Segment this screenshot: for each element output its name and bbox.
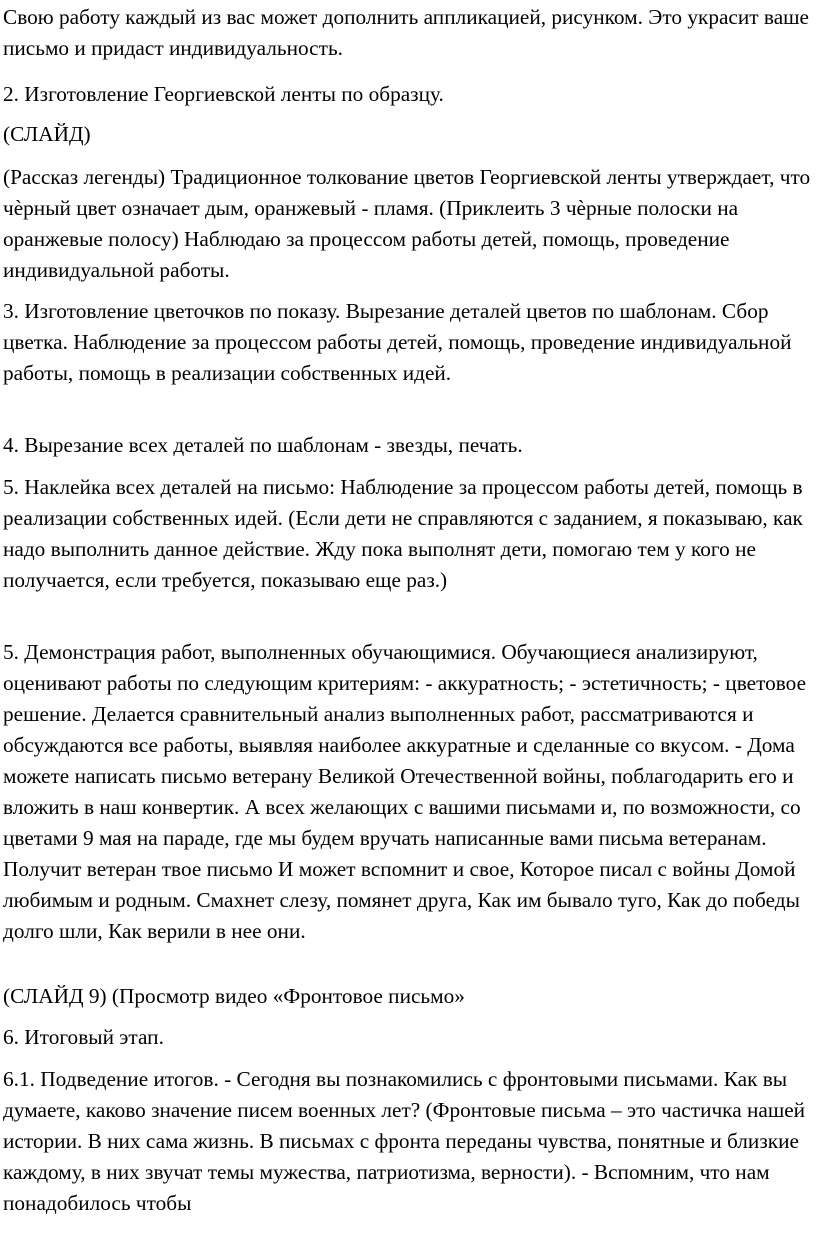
paragraph-step-4: 4. Вырезание всех деталей по шаблонам - звезды, печать.	[3, 433, 523, 457]
paragraph-step-3: 3. Изготовление цветочков по показу. Вырезание деталей цветов по шаблонам. Сбор цветка. Наблюдение за процессом работы детей, помощь, проведение индивидуальной работы, помощь в реализации собственных идей.	[3, 299, 792, 385]
paragraph-step-2: 2. Изготовление Георгиевской ленты по образцу.	[3, 82, 444, 106]
paragraph-slide-9: (СЛАЙД 9) (Просмотр видео «Фронтовое письмо»	[3, 984, 465, 1008]
paragraph-slide: (СЛАЙД)	[3, 122, 91, 146]
paragraph-step-5-gluing: 5. Наклейка всех деталей на письмо: Наблюдение за процессом работы детей, помощь в реализации собственных идей. (Если дети не справляются с заданием, я показываю, как надо выполнить данное действие. Жду пока выполнят дети, помогаю тем у кого не получается, если требуется, показываю еще раз.)	[3, 475, 803, 592]
paragraph-step-6-1: 6.1. Подведение итогов. - Сегодня вы познакомились с фронтовыми письмами. Как вы думаете, каково значение писем военных лет? (Фронтовые письма – это частичка нашей истории. В них сама жизнь. В письмах с фронта переданы чувства, понятные и близкие каждому, в них звучат темы мужества, патриотизма, верности). - Вспомним, что нам понадобилось чтобы	[3, 1067, 806, 1215]
paragraph-step-6: 6. Итоговый этап.	[3, 1025, 164, 1049]
paragraph-legend: (Рассказ легенды) Традиционное толкование цветов Георгиевской ленты утверждает, что чѐрный цвет означает дым, оранжевый - пламя. (Приклеить 3 чѐрные полоски на оранжевые полосу) Наблюдаю за процессом работы детей, помощь, проведение индивидуальной работы.	[3, 165, 811, 282]
paragraph-step-5-demonstration: 5. Демонстрация работ, выполненных обучающимися. Обучающиеся анализируют, оценивают работы по следующим критериям: - аккуратность; - эстетичность; - цветовое решение. Делается сравнительный анализ выполненных работ, рассматриваются и обсуждаются все работы, выявляя наиболее аккуратные и сделанные со вкусом. - Дома можете написать письмо ветерану Великой Отечественной войны, поблагодарить его и вложить в наш конвертик. А всех желающих с вашими письмами и, по возможности, со цветами 9 мая на параде, где мы будем вручать написанные вами письма ветеранам. Получит ветеран твое письмо И может вспомнит и свое, Которое писал с войны Домой любимым и родным. Смахнет слезу, помянет друга, Как им бывало туго, Как до победы долго шли, Как верили в нее они.	[3, 640, 807, 943]
paragraph-intro: Свою работу каждый из вас может дополнить аппликацией, рисунком. Это украсит ваше письмо и придаст индивидуальность.	[3, 5, 809, 60]
